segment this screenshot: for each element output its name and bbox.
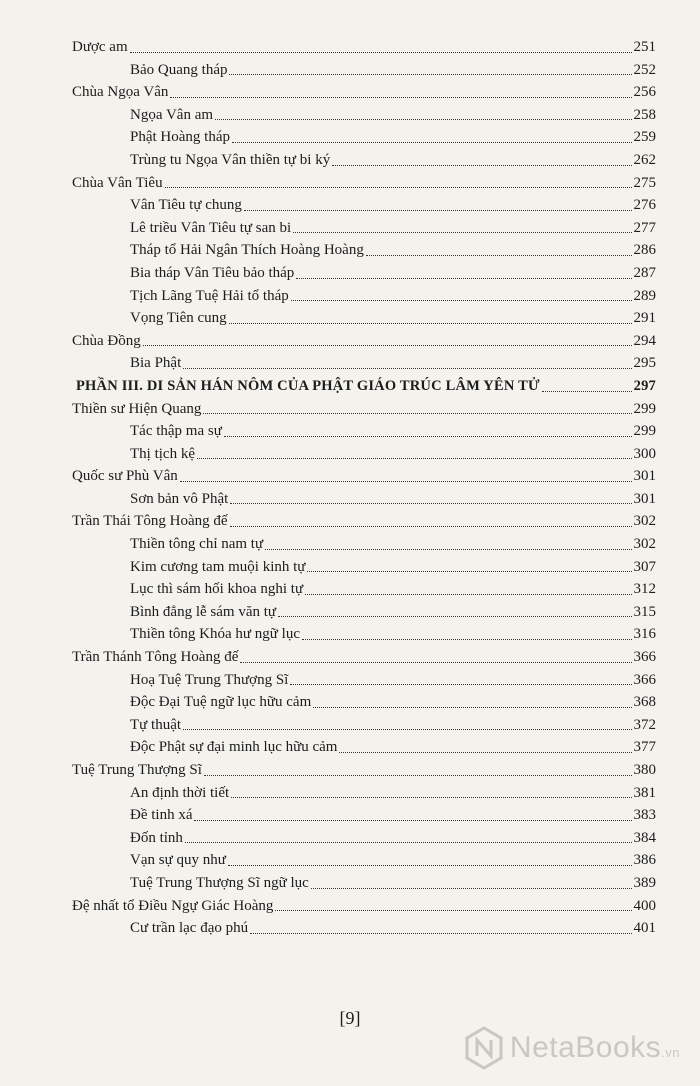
toc-entry-title: Chùa Ngọa Vân	[72, 84, 169, 101]
dot-leader	[197, 458, 632, 459]
toc-entry	[72, 601, 656, 624]
toc-entry	[72, 646, 656, 669]
toc-entry-page: 389	[633, 874, 656, 891]
toc-entry-page: 307	[633, 558, 656, 575]
hexagon-n-logo-icon	[464, 1026, 504, 1070]
toc-entry-page: 259	[633, 129, 656, 146]
toc-entry-title: Vân Tiêu tự chung	[130, 197, 242, 214]
dot-leader	[215, 119, 631, 120]
toc-entry-page: 301	[633, 468, 656, 485]
toc-entry	[72, 217, 656, 240]
toc-entry	[72, 194, 656, 217]
toc-entry-page: 400	[633, 897, 656, 914]
toc-entry-page: 316	[633, 626, 656, 643]
dot-leader	[296, 278, 631, 279]
toc-entry-page: 262	[633, 151, 656, 168]
dot-leader	[307, 571, 631, 572]
toc-entry-title: Quốc sư Phù Vân	[72, 468, 178, 485]
dot-leader	[275, 910, 631, 911]
toc-entry	[72, 239, 656, 262]
toc-entry	[72, 827, 656, 850]
toc-entry	[72, 81, 656, 104]
dot-leader	[231, 797, 631, 798]
toc-entry	[72, 262, 656, 285]
dot-leader	[230, 526, 632, 527]
dot-leader	[224, 436, 632, 437]
toc-entry	[72, 172, 656, 195]
toc-entry-title: Bảo Quang tháp	[130, 61, 228, 78]
dot-leader	[229, 74, 631, 75]
toc-entry	[72, 623, 656, 646]
dot-leader	[305, 594, 631, 595]
dot-leader	[293, 232, 631, 233]
dot-leader	[229, 323, 632, 324]
toc-entry	[72, 669, 656, 692]
toc-entry	[72, 398, 656, 421]
dot-leader	[313, 707, 631, 708]
toc-entry	[72, 307, 656, 330]
toc-entry	[72, 556, 656, 579]
toc-entry-title: Thiền tông Khóa hư ngữ lục	[130, 626, 300, 643]
dot-leader	[180, 481, 632, 482]
toc-entry	[72, 149, 656, 172]
toc-entry-page: 276	[633, 197, 656, 214]
toc-entry-title: Tuệ Trung Thượng Sĩ	[72, 762, 202, 778]
toc-entry-title: Chùa Đồng	[72, 332, 141, 349]
dot-leader	[290, 684, 631, 685]
table-of-contents	[72, 36, 656, 940]
toc-entry	[72, 488, 656, 511]
toc-entry-title: Lê triều Vân Tiêu tự san bi	[130, 219, 292, 236]
watermark-text	[510, 1031, 680, 1065]
dot-leader	[230, 503, 631, 504]
toc-entry-title: Kim cương tam muội kinh tự	[130, 558, 306, 575]
toc-entry	[72, 872, 656, 895]
toc-entry-page: 275	[633, 174, 656, 191]
watermark-suffix: .vn	[661, 1045, 680, 1060]
toc-entry-title: An định thời tiết	[130, 784, 230, 801]
toc-entry	[72, 59, 656, 82]
toc-entry-title: Dược am	[72, 39, 128, 55]
toc-entry	[72, 533, 656, 556]
toc-entry-title: Vạn sự quy như	[130, 852, 226, 869]
toc-entry	[72, 849, 656, 872]
toc-entry-page: 368	[633, 694, 656, 711]
toc-entry	[72, 510, 656, 533]
toc-entry-title: Trần Thánh Tông Hoàng đế	[72, 649, 239, 666]
toc-entry-page: 252	[633, 61, 656, 78]
toc-entry-title: Tuệ Trung Thượng Sĩ ngữ lục	[130, 874, 309, 891]
toc-entry	[72, 330, 656, 353]
toc-entry-page: 287	[633, 264, 656, 281]
toc-entry	[72, 126, 656, 149]
dot-leader	[185, 842, 632, 843]
toc-entry-title: Sơn bản vô Phật	[130, 490, 229, 507]
toc-entry-title: Ngọa Vân am	[130, 106, 214, 123]
dot-leader	[542, 391, 632, 392]
toc-entry	[72, 36, 656, 59]
toc-entry-page: 277	[633, 219, 656, 236]
toc-entry-title: Thiền sư Hiện Quang	[72, 400, 202, 417]
toc-entry-page: 258	[633, 106, 656, 123]
toc-entry-page: 295	[633, 355, 656, 372]
toc-entry-title: Vọng Tiên cung	[130, 310, 227, 327]
toc-entry-title: Bia Phật	[130, 355, 182, 372]
toc-entry-page: 256	[633, 84, 656, 101]
toc-entry	[72, 804, 656, 827]
toc-entry-title: PHẦN III. DI SẢN HÁN NÔM CỦA PHẬT GIÁO TRÚC LÂM YÊN TỬ	[76, 377, 540, 394]
toc-entry-title: Trần Thái Tông Hoàng đế	[72, 513, 228, 530]
toc-entry-title: Tự thuật	[130, 716, 182, 733]
dot-leader	[170, 97, 631, 98]
toc-entry	[72, 714, 656, 737]
dot-leader	[183, 729, 631, 730]
toc-entry-page: 301	[633, 490, 656, 507]
toc-entry	[72, 420, 656, 443]
toc-entry-page: 386	[633, 852, 656, 869]
toc-entry-title: Thiền tông chỉ nam tự	[130, 536, 264, 553]
toc-entry-title: Độc Đại Tuệ ngữ lục hữu cảm	[130, 694, 312, 711]
toc-entry-title: Chùa Vân Tiêu	[72, 174, 163, 191]
toc-entry-title: Trùng tu Ngọa Vân thiền tự bi ký	[130, 151, 331, 168]
toc-entry	[72, 782, 656, 805]
toc-entry-page: 366	[633, 671, 656, 688]
toc-entry-page: 383	[633, 807, 656, 824]
toc-entry-page: 315	[633, 603, 656, 620]
toc-entry-title: Phật Hoàng tháp	[130, 129, 230, 146]
toc-entry-title: Bia tháp Vân Tiêu bảo tháp	[130, 264, 295, 281]
toc-entry	[72, 736, 656, 759]
toc-entry-page: 299	[633, 423, 656, 440]
toc-entry-page: 372	[633, 716, 656, 733]
dot-leader	[332, 165, 631, 166]
toc-entry-page: 300	[633, 445, 656, 462]
dot-leader	[250, 933, 631, 934]
toc-entry-page: 299	[633, 400, 656, 417]
dot-leader	[204, 775, 632, 776]
toc-entry-page: 381	[633, 784, 656, 801]
toc-entry-page: 289	[633, 287, 656, 304]
dot-leader	[165, 187, 632, 188]
toc-entry	[72, 375, 656, 398]
dot-leader	[278, 616, 631, 617]
toc-entry	[72, 691, 656, 714]
watermark-brand: NetaBooks	[509, 1031, 662, 1064]
toc-entry-page: 380	[633, 762, 656, 778]
toc-entry	[72, 285, 656, 308]
toc-entry-page: 401	[633, 920, 656, 937]
toc-entry-page: 302	[633, 513, 656, 530]
toc-entry	[72, 759, 656, 782]
toc-entry-title: Độc Phật sự đại minh lục hữu cảm	[130, 739, 338, 756]
dot-leader	[240, 662, 631, 663]
toc-entry-page: 291	[633, 310, 656, 327]
toc-entry-title: Cư trần lạc đạo phú	[130, 920, 249, 937]
dot-leader	[143, 345, 632, 346]
dot-leader	[203, 413, 631, 414]
toc-entry-title: Bình đẳng lễ sám văn tự	[130, 603, 277, 620]
toc-entry	[72, 895, 656, 918]
toc-entry-title: Hoạ Tuệ Trung Thượng Sĩ	[130, 671, 289, 688]
toc-entry-title: Thị tịch kệ	[130, 445, 195, 462]
dot-leader	[130, 52, 632, 53]
toc-entry-page: 384	[633, 829, 656, 846]
toc-entry-page: 302	[633, 536, 656, 553]
toc-entry	[72, 443, 656, 466]
dot-leader	[183, 368, 631, 369]
toc-entry	[72, 917, 656, 940]
dot-leader	[194, 820, 631, 821]
toc-entry-page: 297	[633, 377, 656, 394]
toc-entry-page: 366	[633, 649, 656, 666]
dot-leader	[232, 142, 632, 143]
toc-entry-page: 377	[633, 739, 656, 756]
toc-entry	[72, 578, 656, 601]
dot-leader	[311, 888, 632, 889]
dot-leader	[339, 752, 631, 753]
toc-entry-title: Tháp tổ Hải Ngân Thích Hoàng Hoàng	[130, 242, 364, 259]
dot-leader	[265, 549, 631, 550]
page-number: [9]	[339, 1008, 361, 1028]
toc-entry-title: Đệ nhất tổ Điều Ngự Giác Hoàng	[72, 897, 274, 914]
watermark	[464, 1026, 680, 1070]
toc-entry	[72, 352, 656, 375]
dot-leader	[366, 255, 632, 256]
toc-entry-title: Đề tinh xá	[130, 807, 193, 824]
dot-leader	[228, 865, 632, 866]
toc-entry-page: 251	[633, 39, 656, 55]
toc-entry-title: Tịch Lãng Tuệ Hải tổ tháp	[130, 287, 289, 304]
toc-entry-page: 286	[633, 242, 656, 259]
toc-entry-title: Tác thập ma sự	[130, 423, 222, 440]
toc-entry-page: 312	[633, 581, 656, 598]
toc-entry-title: Lục thì sám hối khoa nghi tự	[130, 581, 304, 598]
dot-leader	[302, 639, 632, 640]
toc-entry	[72, 104, 656, 127]
toc-entry	[72, 465, 656, 488]
dot-leader	[291, 300, 632, 301]
toc-entry-page: 294	[633, 332, 656, 349]
dot-leader	[244, 210, 632, 211]
toc-entry-title: Đốn tỉnh	[130, 829, 183, 846]
